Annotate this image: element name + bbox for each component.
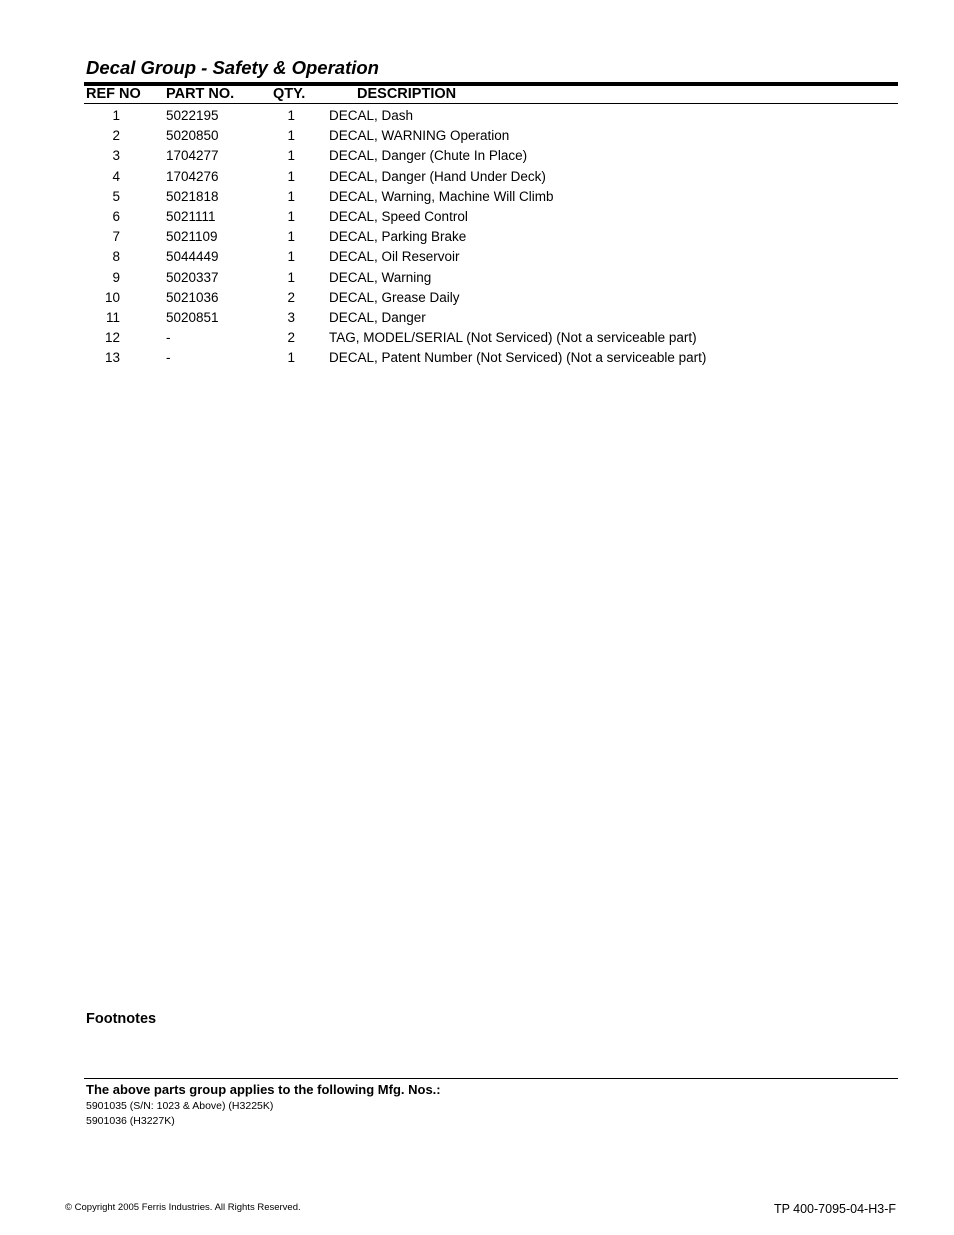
part-number: 5021109 <box>166 229 218 245</box>
part-number: - <box>166 330 171 346</box>
quantity: 3 <box>287 309 295 325</box>
table-row <box>0 228 954 248</box>
description: DECAL, WARNING Operation <box>329 128 510 144</box>
header-divider <box>84 103 898 104</box>
ref-number: 3 <box>112 148 120 164</box>
ref-number: 2 <box>112 128 120 144</box>
description: DECAL, Warning, Machine Will Climb <box>329 188 554 204</box>
part-number: 1704276 <box>166 168 219 184</box>
description: DECAL, Warning <box>329 269 432 285</box>
description: DECAL, Danger <box>329 309 426 325</box>
ref-number: 11 <box>105 309 120 325</box>
table-row <box>0 248 954 268</box>
quantity: 1 <box>287 269 295 285</box>
ref-number: 8 <box>112 249 120 265</box>
column-header-qty: QTY. <box>273 86 306 102</box>
table-row <box>0 329 954 349</box>
table-row <box>0 168 954 188</box>
description: TAG, MODEL/SERIAL (Not Serviced) (Not a serviceable part) <box>329 330 697 346</box>
quantity: 1 <box>287 108 295 123</box>
ref-number: 12 <box>104 330 120 346</box>
part-number: 5020337 <box>166 269 219 285</box>
quantity: 1 <box>287 350 295 366</box>
quantity: 2 <box>287 289 295 305</box>
applies-divider <box>84 1078 898 1079</box>
table-row <box>0 289 954 309</box>
table-row <box>0 349 954 369</box>
table-row <box>0 188 954 208</box>
table-row <box>0 107 954 127</box>
part-number: 5021818 <box>166 188 219 204</box>
quantity: 2 <box>287 330 295 346</box>
parts-table <box>0 107 954 369</box>
column-header-ref-no: REF NO <box>86 86 141 102</box>
mfg-number: 5901035 (S/N: 1023 & Above) (H3225K) <box>86 1100 274 1112</box>
part-number: - <box>166 350 171 366</box>
copyright-notice: © Copyright 2005 Ferris Industries. All Rights Reserved. <box>65 1202 301 1213</box>
part-number: 1704277 <box>166 148 219 164</box>
table-row <box>0 269 954 289</box>
ref-number: 4 <box>112 168 120 184</box>
table-row <box>0 309 954 329</box>
column-header-part-no: PART NO. <box>166 86 235 102</box>
quantity: 1 <box>287 229 295 245</box>
ref-number: 10 <box>104 289 120 305</box>
footnotes-heading: Footnotes <box>86 1011 157 1027</box>
ref-number: 13 <box>104 350 120 366</box>
ref-number: 6 <box>112 208 120 224</box>
quantity: 1 <box>287 208 295 224</box>
ref-number: 5 <box>112 188 120 204</box>
description: DECAL, Parking Brake <box>329 229 467 245</box>
ref-number: 7 <box>112 229 120 245</box>
quantity: 1 <box>287 148 295 164</box>
description: DECAL, Dash <box>329 108 414 123</box>
quantity: 1 <box>287 249 295 265</box>
document-code: TP 400-7095-04-H3-F <box>773 1202 896 1216</box>
part-number: 5021111 <box>166 208 216 224</box>
quantity: 1 <box>287 188 295 204</box>
page-title: Decal Group - Safety & Operation <box>86 57 379 78</box>
quantity: 1 <box>287 168 295 184</box>
table-row <box>0 147 954 167</box>
description: DECAL, Danger (Hand Under Deck) <box>329 168 546 184</box>
mfg-number: 5901036 (H3227K) <box>86 1115 175 1127</box>
description: DECAL, Grease Daily <box>329 289 460 305</box>
part-number: 5044449 <box>166 249 219 265</box>
applies-heading: The above parts group applies to the following Mfg. Nos.: <box>86 1082 441 1097</box>
part-number: 5020850 <box>166 128 219 144</box>
part-number: 5020851 <box>166 309 219 325</box>
quantity: 1 <box>287 128 295 144</box>
table-row <box>0 208 954 228</box>
description: DECAL, Patent Number (Not Serviced) (Not a serviceable part) <box>329 350 707 366</box>
description: DECAL, Speed Control <box>329 208 468 224</box>
table-row <box>0 127 954 147</box>
ref-number: 1 <box>112 108 120 123</box>
part-number: 5021036 <box>166 289 219 305</box>
description: DECAL, Danger (Chute In Place) <box>329 148 528 164</box>
description: DECAL, Oil Reservoir <box>329 249 460 265</box>
ref-number: 9 <box>112 269 120 285</box>
column-header-description: DESCRIPTION <box>357 86 457 102</box>
part-number: 5022195 <box>166 108 219 123</box>
